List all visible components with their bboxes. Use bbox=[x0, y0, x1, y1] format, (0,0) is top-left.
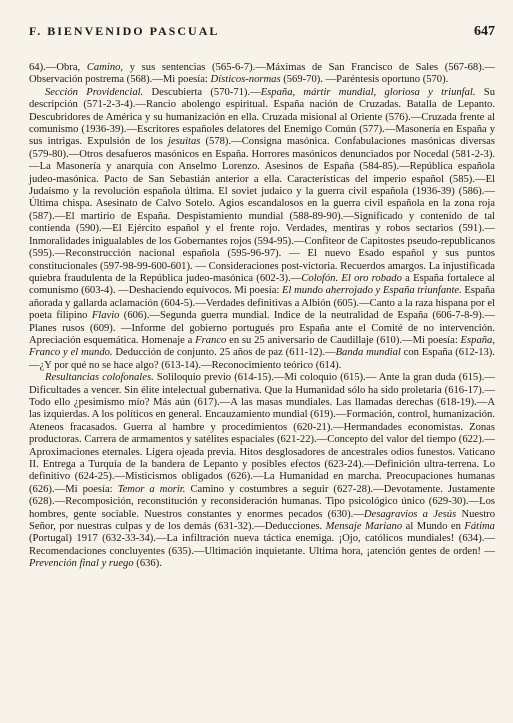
italic-run: El mundo aherrojado y España triunfante. bbox=[282, 285, 462, 297]
text-run: Deducción de conjunto. 25 años de paz (611-12).— bbox=[112, 347, 336, 359]
italic-run: Desagravios a Jesús bbox=[363, 508, 457, 520]
text-run: (578).—Consigna masónica. Confabulaciones masónicas diversas (579-80).—Otros desafueros masónicos en España. Horrores masónicos denunciados por Nocedal (581-2-3).—La Masonería y anarquía con Anselmo Lorenzo. Asesinos de España (584-85).—República española judeo-masónica. Pacto de San Sebastián anterior a ella. Características del imperio español (585).—El Judaísmo y la revolución española última. El soviet judaico y la guerra civil española (1936-39) (586).—Última chispa. Asesinato de Calvo Sotelo. Agios escandalosos en la guerra civil española en la zona roja (587).—El martirio de España. Despistamiento mundial (588-89-90).—Significado y contenido de tal contienda (590).—El Ejército español y el frente rojo. Verdades, mentiras y robos sectarios (591).—Inmoralidades inigualables de los Gobernantes rojos (594-95).—Confiteor de Capitostes pseudo-republicanos (595).—Reconstrucción nacional española (595-96-97). — El nuevo Esado español y sus puntos constitucionales (597-98-99-600-601). — Consideraciones post-victoria. Recuerdos amargos. La injustificada quiebra fraudulenta de la República judeo-masónica (602-3).— bbox=[29, 136, 495, 284]
italic-run: Banda mundial bbox=[335, 347, 401, 359]
text-run: y sus sentencias (565-6-7).—Máximas de San Francisco de Sales (567-68).—Observación postrema (568).—Mi poesía: bbox=[29, 62, 496, 86]
italic-run: España, Franco y el mundo. bbox=[29, 334, 495, 359]
text-run: (636). bbox=[133, 558, 162, 570]
text-run: Soliloquio previo (614-15).—Mi coloquio (615).— Ante la gran duda (615).—Dificultades a vencer. Sin élite intelectual gubernativa. Que la Humanidad sólo ha sido proletaria (616-17).—Todo ello ¿pesimismo mío? Más aún (617).—A las masas mundiales. Las llamadas derechas (618-19).—A las izquierdas. A los políticos en general. Encauzamiento mundial (619).—Formación, control, humanización. Ateneos fracasados. Guerra al hambre y procedimientos (620-21).—Hermandades economistas. Zonas productoras. Carrera de armamentos y satélites espaciales (621-22).—Concepto del valor del tiempo (622).—Aproximaciones eternales. Ligera ojeada previa. Hitos desglosadores de ancestrales odios funestos. Vaticano II. Entrega a Turquía de la bandera de Lepanto y posibles efectos (623-24).—Definición ultra-terrena. Lo definitivo (624-25).—Misticismos obligados (626).—La Humanidad en marcha. Preocupaciones humanas (626).—Mi poesía: bbox=[29, 372, 495, 495]
italic-run: Temor a morir. bbox=[117, 483, 186, 495]
text-run: (569-70). —Paréntesis oportuno (570). bbox=[280, 74, 449, 86]
text-run: con España (612-13).—¿Y por qué no se hace algo? (613-14).—Reconocimiento teórico (614). bbox=[29, 347, 495, 371]
text-run: España añorada y gallarda aclamación (604-5).—Verdades definitivas a Albión (605).—Canto a la raza hispana por el poeta filipino bbox=[29, 285, 495, 322]
page-header bbox=[29, 24, 495, 48]
italic-run: Mensaje Mariano bbox=[325, 521, 403, 533]
italic-run: Franco bbox=[195, 334, 227, 346]
paragraph-resultancias-colofonales bbox=[29, 372, 495, 571]
italic-run: Prevención final y ruego bbox=[29, 558, 134, 570]
text-run: Descubierta (570-71).— bbox=[143, 86, 261, 98]
body-text bbox=[29, 62, 495, 571]
paragraph-1 bbox=[29, 62, 495, 87]
italic-run: Flavio bbox=[91, 310, 120, 322]
italic-run: Colofón. El oro robado bbox=[301, 272, 402, 284]
italic-run: Dísticos-normas bbox=[210, 74, 281, 86]
text-run: al Mundo en bbox=[402, 521, 465, 533]
paragraph-section-providencial bbox=[29, 87, 495, 372]
italic-run: jesuitas bbox=[168, 136, 201, 148]
italic-run: Resultancias colofonales. bbox=[45, 372, 154, 384]
running-head: F. BIENVENIDO PASCUAL bbox=[29, 24, 220, 38]
text-run: Camino y costumbres a seguir (627-28).—Devotamente. Justamente (628).—Recomposición, reconstitución y reconsideración humanas. Tipo psicológico único (629-30).—Los hombres, gente sociable. Nuestros constantes y enormes pecados (630).— bbox=[29, 483, 495, 520]
text-run: (Portugal) 1917 (632-33-34).—La infiltración nueva táctica enemiga. ¡Ojo, católicos mundiales! (634).—Recomendaciones concluyentes (635).—Ultimación inquietante. Ultima hora, ¡atención gentes de orden! — bbox=[29, 533, 495, 557]
text-run: 64).—Obra, bbox=[29, 62, 87, 73]
italic-run: Camino, bbox=[86, 62, 124, 73]
italic-run: Fátima bbox=[464, 521, 495, 533]
italic-run: España, mártir mundial, gloriosa y triunfal. bbox=[260, 86, 476, 98]
text-run: (606).—Segunda guerra mundial. Indice de la neutralidad de España (606-7-8-9).—Planes rusos (609). —Informe del gobierno portugués pro España ante el Comité de no intervención. Apreciación esquemática. Homenaje a bbox=[29, 310, 495, 346]
text-run: Nuestro Señor, por nuestras culpas y de los demás (631-32).—Deducciones. bbox=[29, 508, 496, 533]
page-number: 647 bbox=[474, 24, 495, 39]
text-run: Su descripción (571-2-3-4).—Rancio abolengo espiritual. España nación de Cruzadas. Batalla de Lepanto. Descubridores de América y su humanización en ella. Cruzada misional al Oriente (576).—Cruzada frente al comunismo (1936-39).—Escritores españoles delatores del Enemigo Común (577).—Masonería en España y sus intrigas. Expulsión de los bbox=[29, 86, 495, 148]
italic-run: Sección Providencial. bbox=[45, 86, 144, 98]
text-run: en su 25 aniversario de Caudillaje (610).—Mi poesía: bbox=[226, 334, 461, 346]
text-run: a España fortalece al comunismo (603-4). —Deshaciendo equívocos. Mi poesía: bbox=[29, 272, 495, 297]
